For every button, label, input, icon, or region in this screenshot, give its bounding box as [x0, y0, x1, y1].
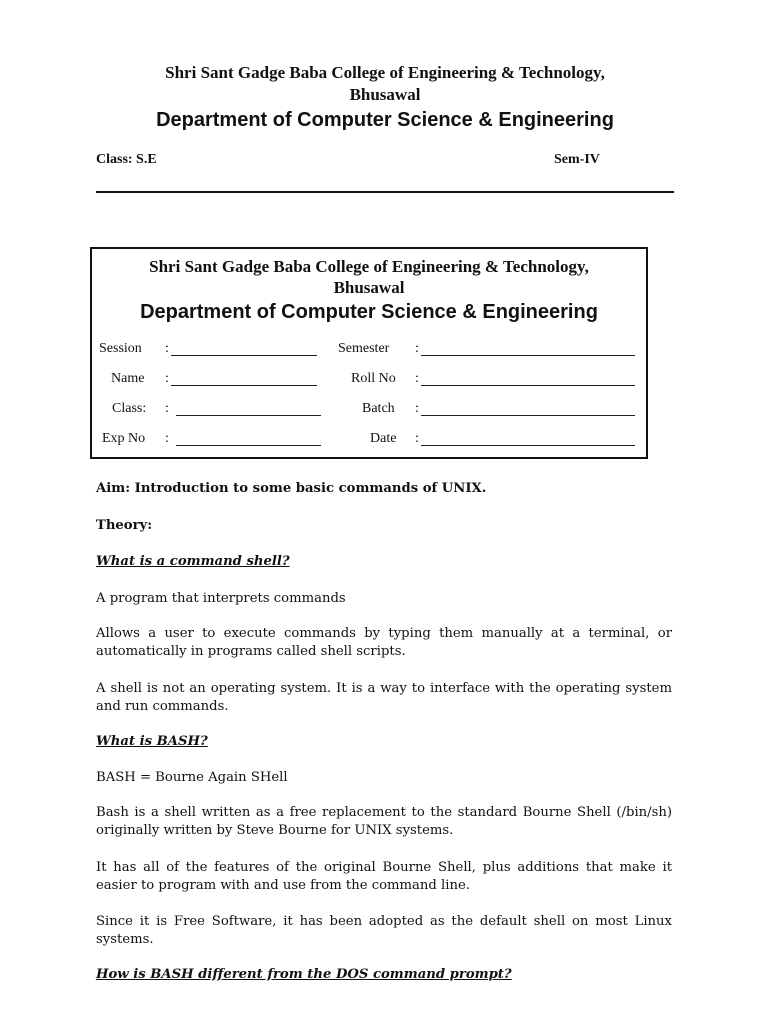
form-row-class — [92, 401, 646, 421]
theory-heading: Theory: — [96, 518, 153, 533]
college-city: Bhusawal — [349, 85, 421, 104]
class-field-label: Class: — [112, 401, 147, 416]
paragraph: Bash is a shell written as a free replacement to the standard Bourne Shell (/bin/sh) originally written by Steve Bourne for UNIX systems. — [96, 805, 672, 838]
batch-label: Batch — [362, 401, 395, 416]
date-field[interactable] — [421, 445, 635, 446]
colon: : — [165, 401, 169, 416]
paragraph: BASH = Bourne Again SHell — [96, 770, 288, 785]
paragraph: A shell is not an operating system. It is a way to interface with the operating system and run commands. — [96, 681, 672, 714]
colon: : — [415, 431, 419, 446]
form-row-exp-no — [92, 431, 646, 451]
paragraph: It has all of the features of the original Bourne Shell, plus additions that make it easier to program with and use from the command line. — [96, 860, 672, 893]
roll-no-field[interactable] — [421, 385, 635, 386]
form-department-title: Department of Computer Science & Engineering — [140, 301, 598, 323]
semester-label: Sem-IV — [554, 152, 600, 167]
student-info-form — [90, 247, 648, 459]
form-college-city: Bhusawal — [333, 278, 405, 297]
exp-no-field[interactable] — [176, 445, 321, 446]
class-field[interactable] — [176, 415, 321, 416]
class-semester-row — [96, 152, 674, 172]
semester-field[interactable] — [421, 355, 635, 356]
colon: : — [415, 371, 419, 386]
roll-no-label: Roll No — [351, 371, 396, 386]
form-row-name — [92, 371, 646, 391]
college-name: Shri Sant Gadge Baba College of Engineering & Technology, — [165, 63, 605, 82]
semester-field-label: Semester — [338, 341, 390, 356]
paragraph: Allows a user to execute commands by typing them manually at a terminal, or automatically in programs called shell scripts. — [96, 626, 672, 659]
section-heading-bash-vs-dos: How is BASH different from the DOS command prompt? — [96, 967, 512, 982]
colon: : — [165, 371, 169, 386]
session-label: Session — [99, 341, 142, 356]
batch-field[interactable] — [421, 415, 635, 416]
section-heading-bash: What is BASH? — [96, 734, 208, 749]
date-label: Date — [370, 431, 397, 446]
class-label: Class: S.E — [96, 152, 157, 167]
colon: : — [165, 341, 169, 356]
aim-text: Aim: Introduction to some basic commands of UNIX. — [96, 481, 487, 496]
name-field[interactable] — [171, 385, 317, 386]
colon: : — [415, 341, 419, 356]
exp-no-label: Exp No — [102, 431, 146, 446]
colon: : — [415, 401, 419, 416]
paragraph: A program that interprets commands — [96, 591, 346, 606]
paragraph: Since it is Free Software, it has been adopted as the default shell on most Linux systems. — [96, 914, 672, 947]
header-divider — [96, 191, 674, 193]
form-row-session — [92, 341, 646, 361]
colon: : — [165, 431, 169, 446]
section-heading-command-shell: What is a command shell? — [96, 554, 290, 569]
department-title: Department of Computer Science & Engineering — [156, 109, 614, 131]
name-label: Name — [111, 371, 145, 386]
form-college-name: Shri Sant Gadge Baba College of Engineering & Technology, — [149, 257, 589, 276]
session-field[interactable] — [171, 355, 317, 356]
